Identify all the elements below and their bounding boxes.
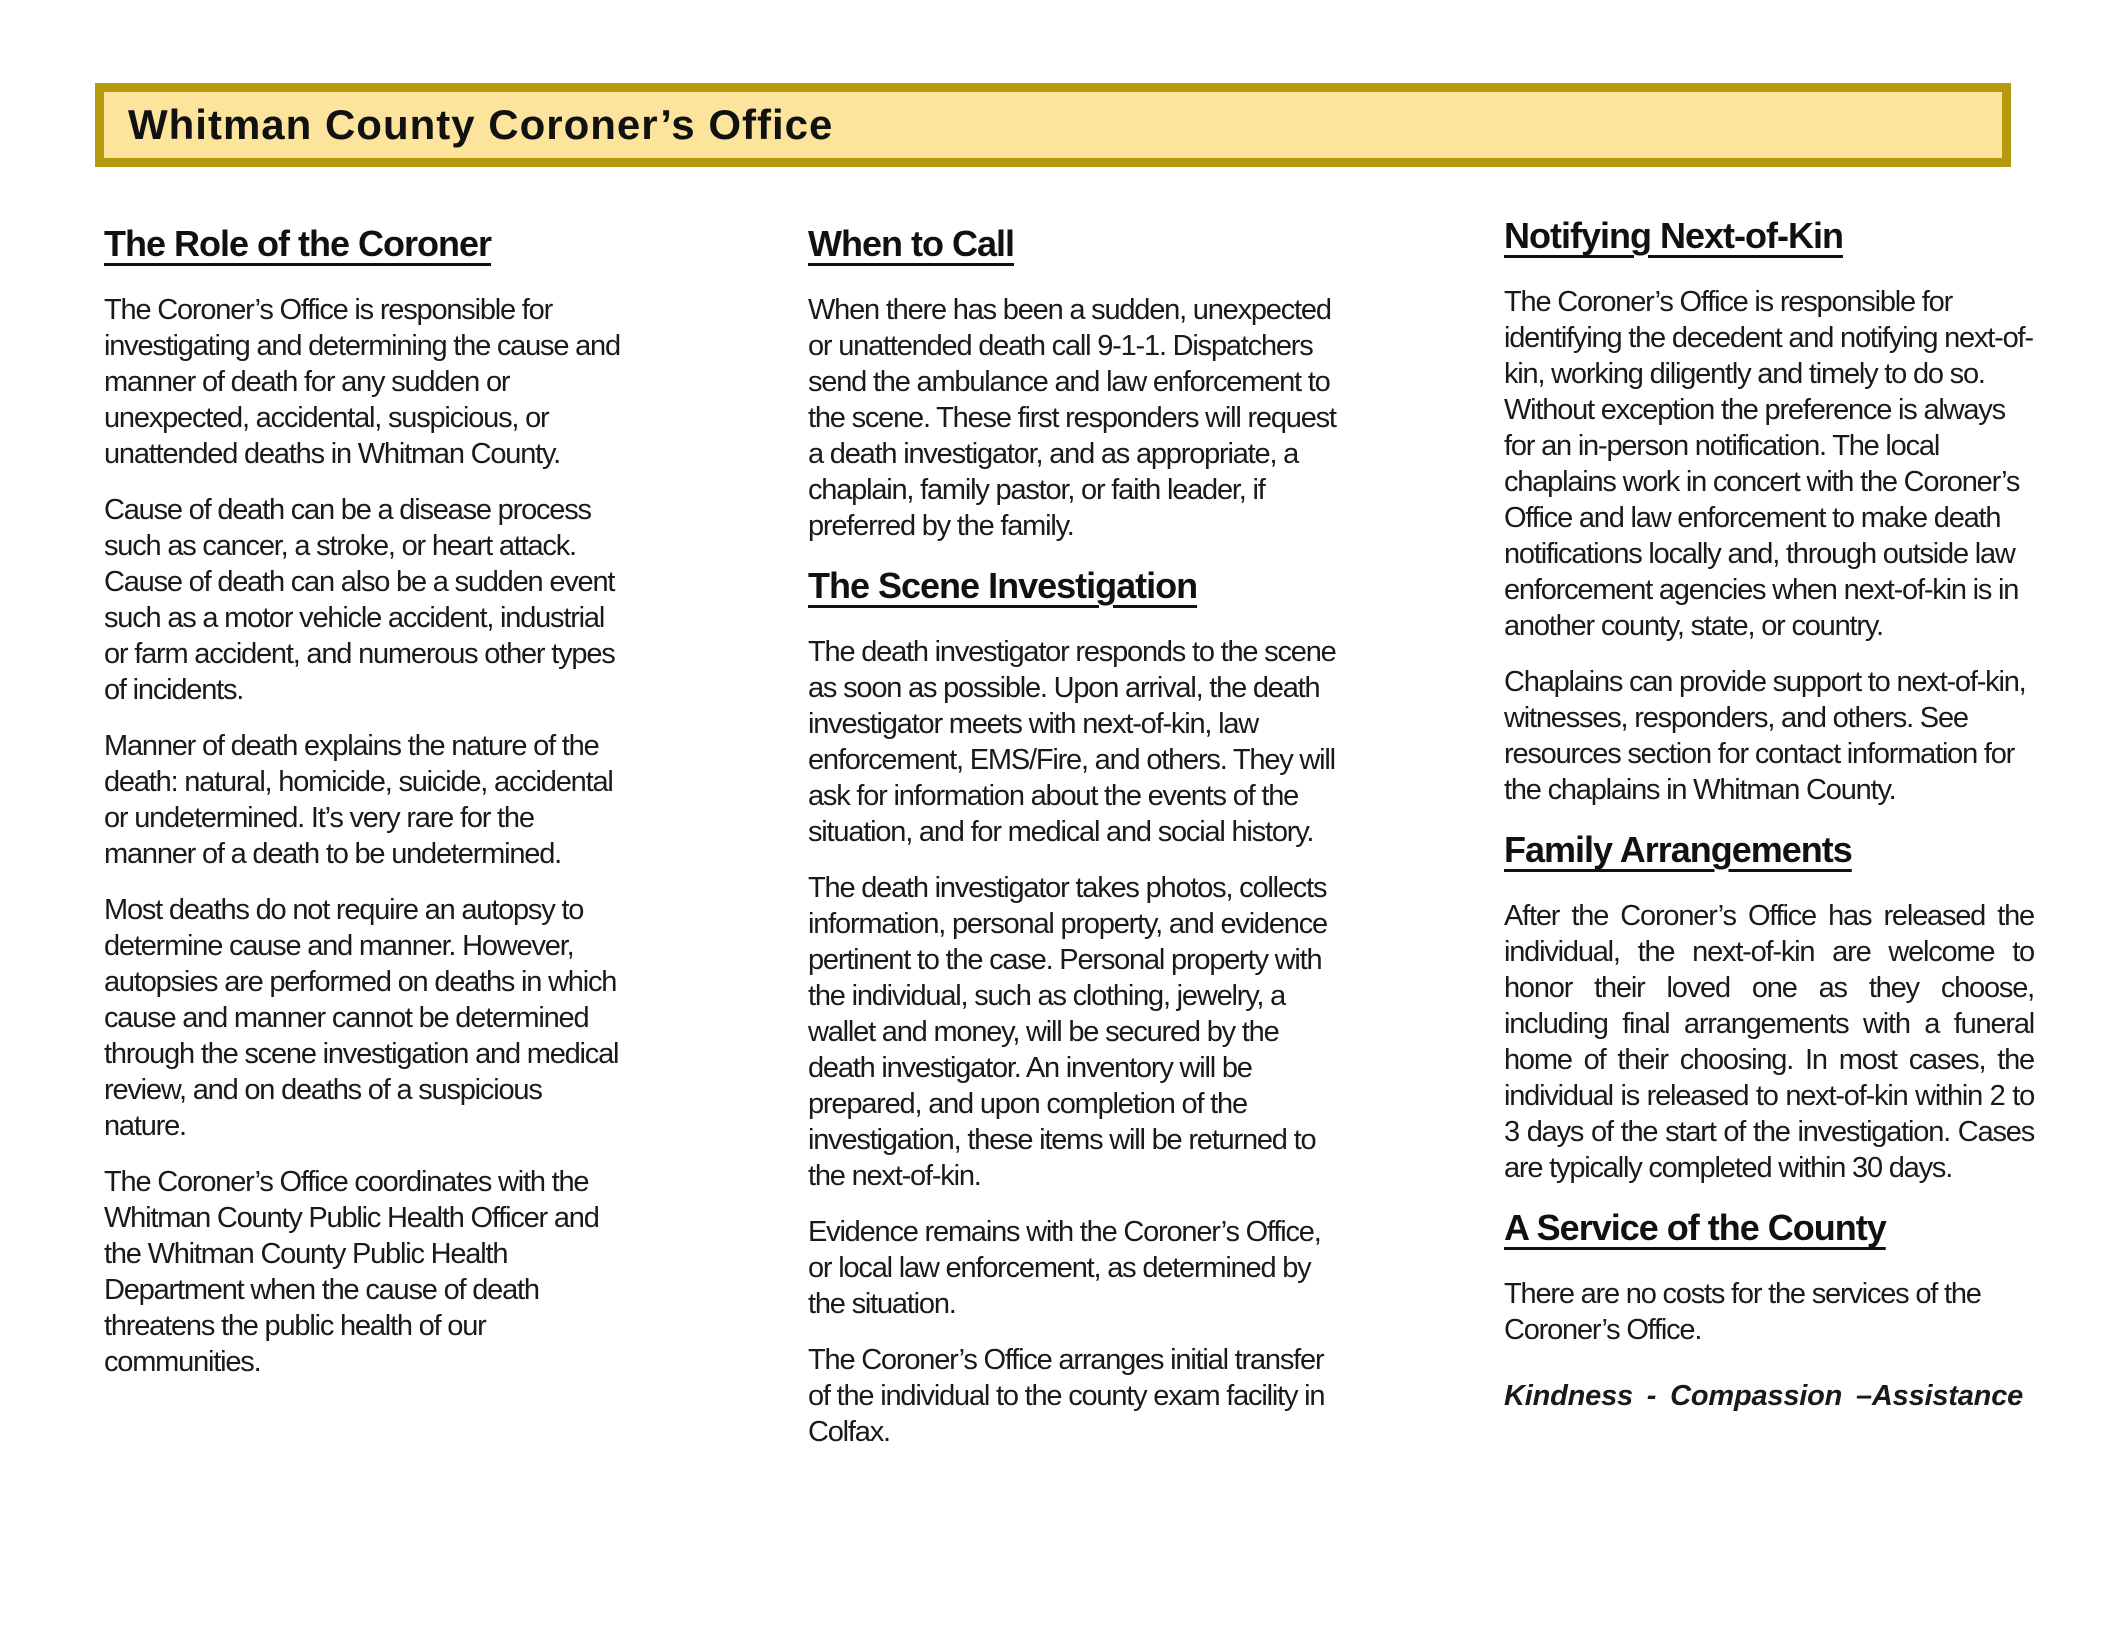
paragraph: Manner of death explains the nature of the death: natural, homicide, suicide, accidental or undetermined. It’s very rare for the manner of a death to be undetermined. <box>104 730 613 870</box>
tagline-kindness-compassion-assistance: Kindness - Compassion –Assistance <box>1504 1380 2024 1412</box>
page-title: Whitman County Coroner’s Office <box>128 101 834 148</box>
section-heading-family-arrangements: Family Arrangements <box>1504 829 1852 870</box>
paragraph: The Coroner’s Office coordinates with the Whitman County Public Health Officer and the Whitman County Public Health Department when the cause of death threatens the public health of our communities. <box>104 1166 599 1378</box>
section-scene-investigation <box>808 564 1336 1450</box>
section-heading-scene-investigation: The Scene Investigation <box>808 565 1198 606</box>
paragraph: The Coroner’s Office is responsible for identifying the decedent and notifying next-of-kin, working diligently and timely to do so. Without exception the preference is always for an in-person notification. The local chaplains work in concert with the Coroner’s Office and law enforcement to make death notifications locally and, through outside law enforcement agencies when next-of-kin is in another county, state, or country. <box>1504 286 2033 642</box>
section-notifying-next-of-kin <box>1504 214 2034 808</box>
section-service-of-the-county <box>1504 1206 2034 1348</box>
section-when-to-call <box>808 222 1336 544</box>
paragraph: Evidence remains with the Coroner’s Office, or local law enforcement, as determined by the situation. <box>808 1216 1321 1320</box>
paragraph: Chaplains can provide support to next-of-kin, witnesses, responders, and others. See resources section for contact information for the chaplains in Whitman County. <box>1504 666 2026 806</box>
paragraph: The Coroner’s Office arranges initial transfer of the individual to the county exam facility in Colfax. <box>808 1344 1325 1448</box>
column-left <box>104 222 626 1400</box>
paragraph: The Coroner’s Office is responsible for investigating and determining the cause and manner of death for any sudden or unexpected, accidental, suspicious, or unattended deaths in Whitman County. <box>104 294 620 470</box>
section-heading-when-to-call: When to Call <box>808 223 1014 264</box>
paragraph: The death investigator responds to the scene as soon as possible. Upon arrival, the death investigator meets with next-of-kin, law enforcement, EMS/Fire, and others. They will ask for information about the events of the situation, and for medical and social history. <box>808 636 1336 848</box>
paragraph: Most deaths do not require an autopsy to determine cause and manner. However, autopsies are performed on deaths in which cause and manner cannot be determined through the scene investigation and medical review, and on deaths of a suspicious nature. <box>104 894 619 1142</box>
paragraph: There are no costs for the services of the Coroner’s Office. <box>1504 1278 1981 1346</box>
paragraph: After the Coroner’s Office has released the individual, the next-of-kin are welcome to honor their loved one as they choose, including final arrangements with a funeral home of their choosing. In most cases, the individual is released to next-of-kin within 2 to 3 days of the start of the investigation. Cases are typically completed within 30 days. <box>1504 900 2034 1184</box>
column-middle <box>808 222 1336 1470</box>
section-heading-role-of-the-coroner: The Role of the Coroner <box>104 223 492 264</box>
section-role-of-the-coroner <box>104 222 626 1380</box>
section-heading-service-of-the-county: A Service of the County <box>1504 1207 1886 1248</box>
column-right <box>1504 214 2034 1414</box>
header-bar <box>95 83 2011 167</box>
paragraph: The death investigator takes photos, collects information, personal property, and evidence pertinent to the case. Personal property with the individual, such as clothing, jewelry, a wallet and money, will be secured by the death investigator. An inventory will be prepared, and upon completion of the investigation, these items will be returned to the next-of-kin. <box>808 872 1327 1192</box>
section-heading-notifying-next-of-kin: Notifying Next-of-Kin <box>1504 215 1843 256</box>
paragraph: When there has been a sudden, unexpected or unattended death call 9-1-1. Dispatchers send the ambulance and law enforcement to the scene. These first responders will request a death investigator, and as appropriate, a chaplain, family pastor, or faith leader, if preferred by the family. <box>808 294 1336 542</box>
paragraph: Cause of death can be a disease process such as cancer, a stroke, or heart attack. Cause of death can also be a sudden event such as a motor vehicle accident, industrial or farm accident, and numerous other types of incidents. <box>104 494 615 706</box>
section-family-arrangements <box>1504 828 2034 1186</box>
